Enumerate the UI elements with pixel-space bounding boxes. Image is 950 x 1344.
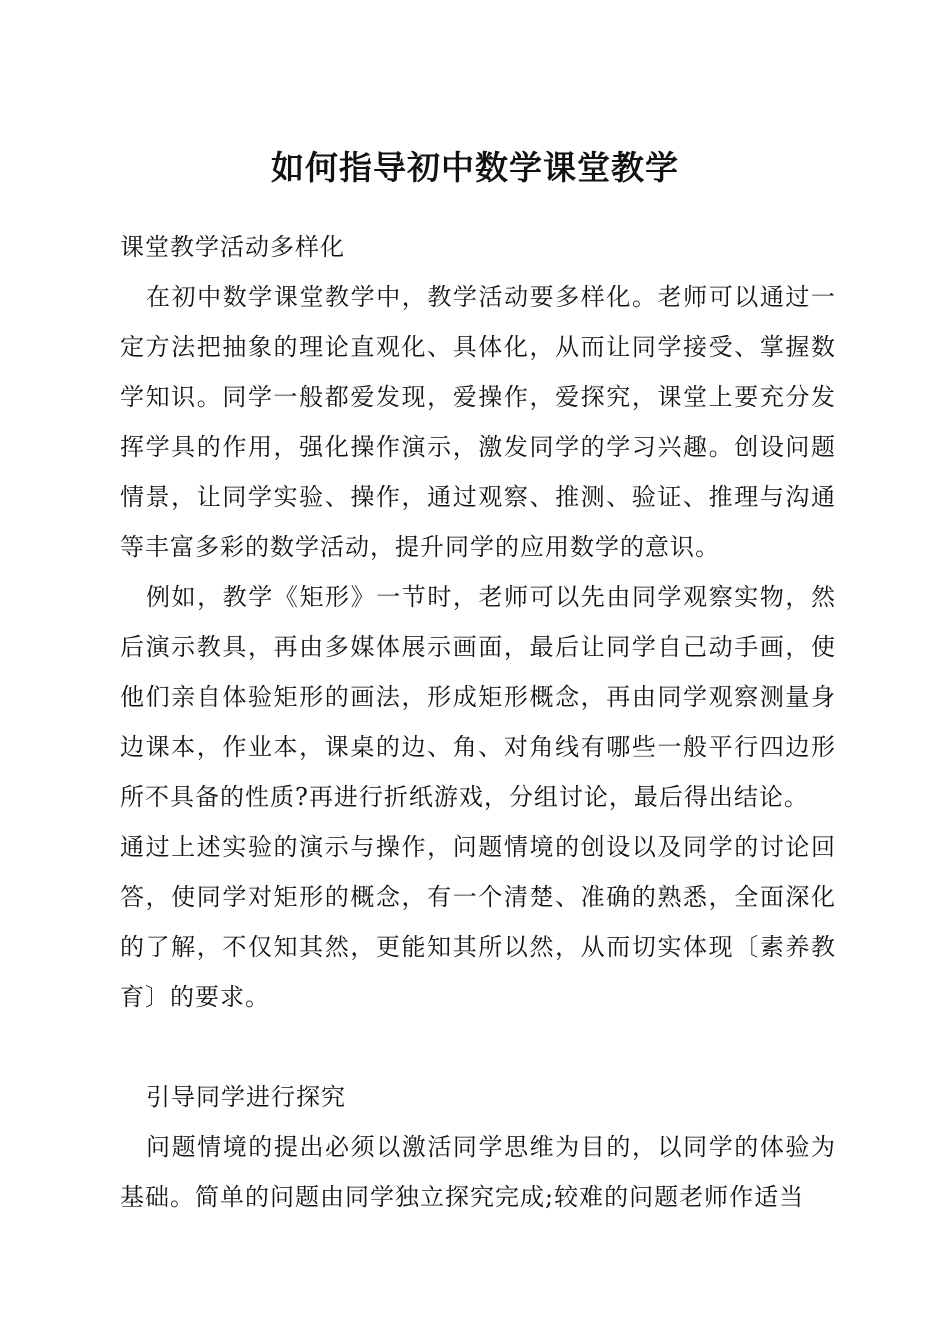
document-title: 如何指导初中数学课堂教学 xyxy=(271,148,679,187)
paragraph-inquiry-intro: 问题情境的提出必须以激活同学思维为目的，以同学的体验为基础。简单的问题由同学独立探究完成;较难的问题老师作适当 xyxy=(120,1133,836,1211)
paragraph-rectangle-example: 例如，教学《矩形》一节时，老师可以先由同学观察实物，然后演示教具，再由多媒体展示画面，最后让同学自己动手画，使他们亲自体验矩形的画法，形成矩形概念，再由同学观察测量身边课本，作业本，课桌的边、角、对角线有哪些一般平行四边形所不具备的性质?再进行折纸游戏，分组讨论，最后得出结论。 xyxy=(120,583,836,811)
document-body xyxy=(120,222,836,1222)
section-heading-activities: 课堂教学活动多样化 xyxy=(120,233,345,261)
paragraph-rectangle-conclusion: 通过上述实验的演示与操作，问题情境的创设以及同学的讨论回答，使同学对矩形的概念，有一个清楚、准确的熟悉，全面深化的了解，不仅知其然，更能知其所以然，从而切实体现〔素养教育〕的要求。 xyxy=(120,833,836,1011)
section-heading-inquiry: 引导同学进行探究 xyxy=(146,1083,346,1111)
section-spacer xyxy=(120,1022,836,1072)
paragraph-activities-intro: 在初中数学课堂教学中，教学活动要多样化。老师可以通过一定方法把抽象的理论直观化、具体化，从而让同学接受、掌握数学知识。同学一般都爱发现，爱操作，爱探究，课堂上要充分发挥学具的作用，强化操作演示，激发同学的学习兴趣。创设问题情景，让同学实验、操作，通过观察、推测、验证、推理与沟通等丰富多彩的数学活动，提升同学的应用数学的意识。 xyxy=(120,283,836,561)
